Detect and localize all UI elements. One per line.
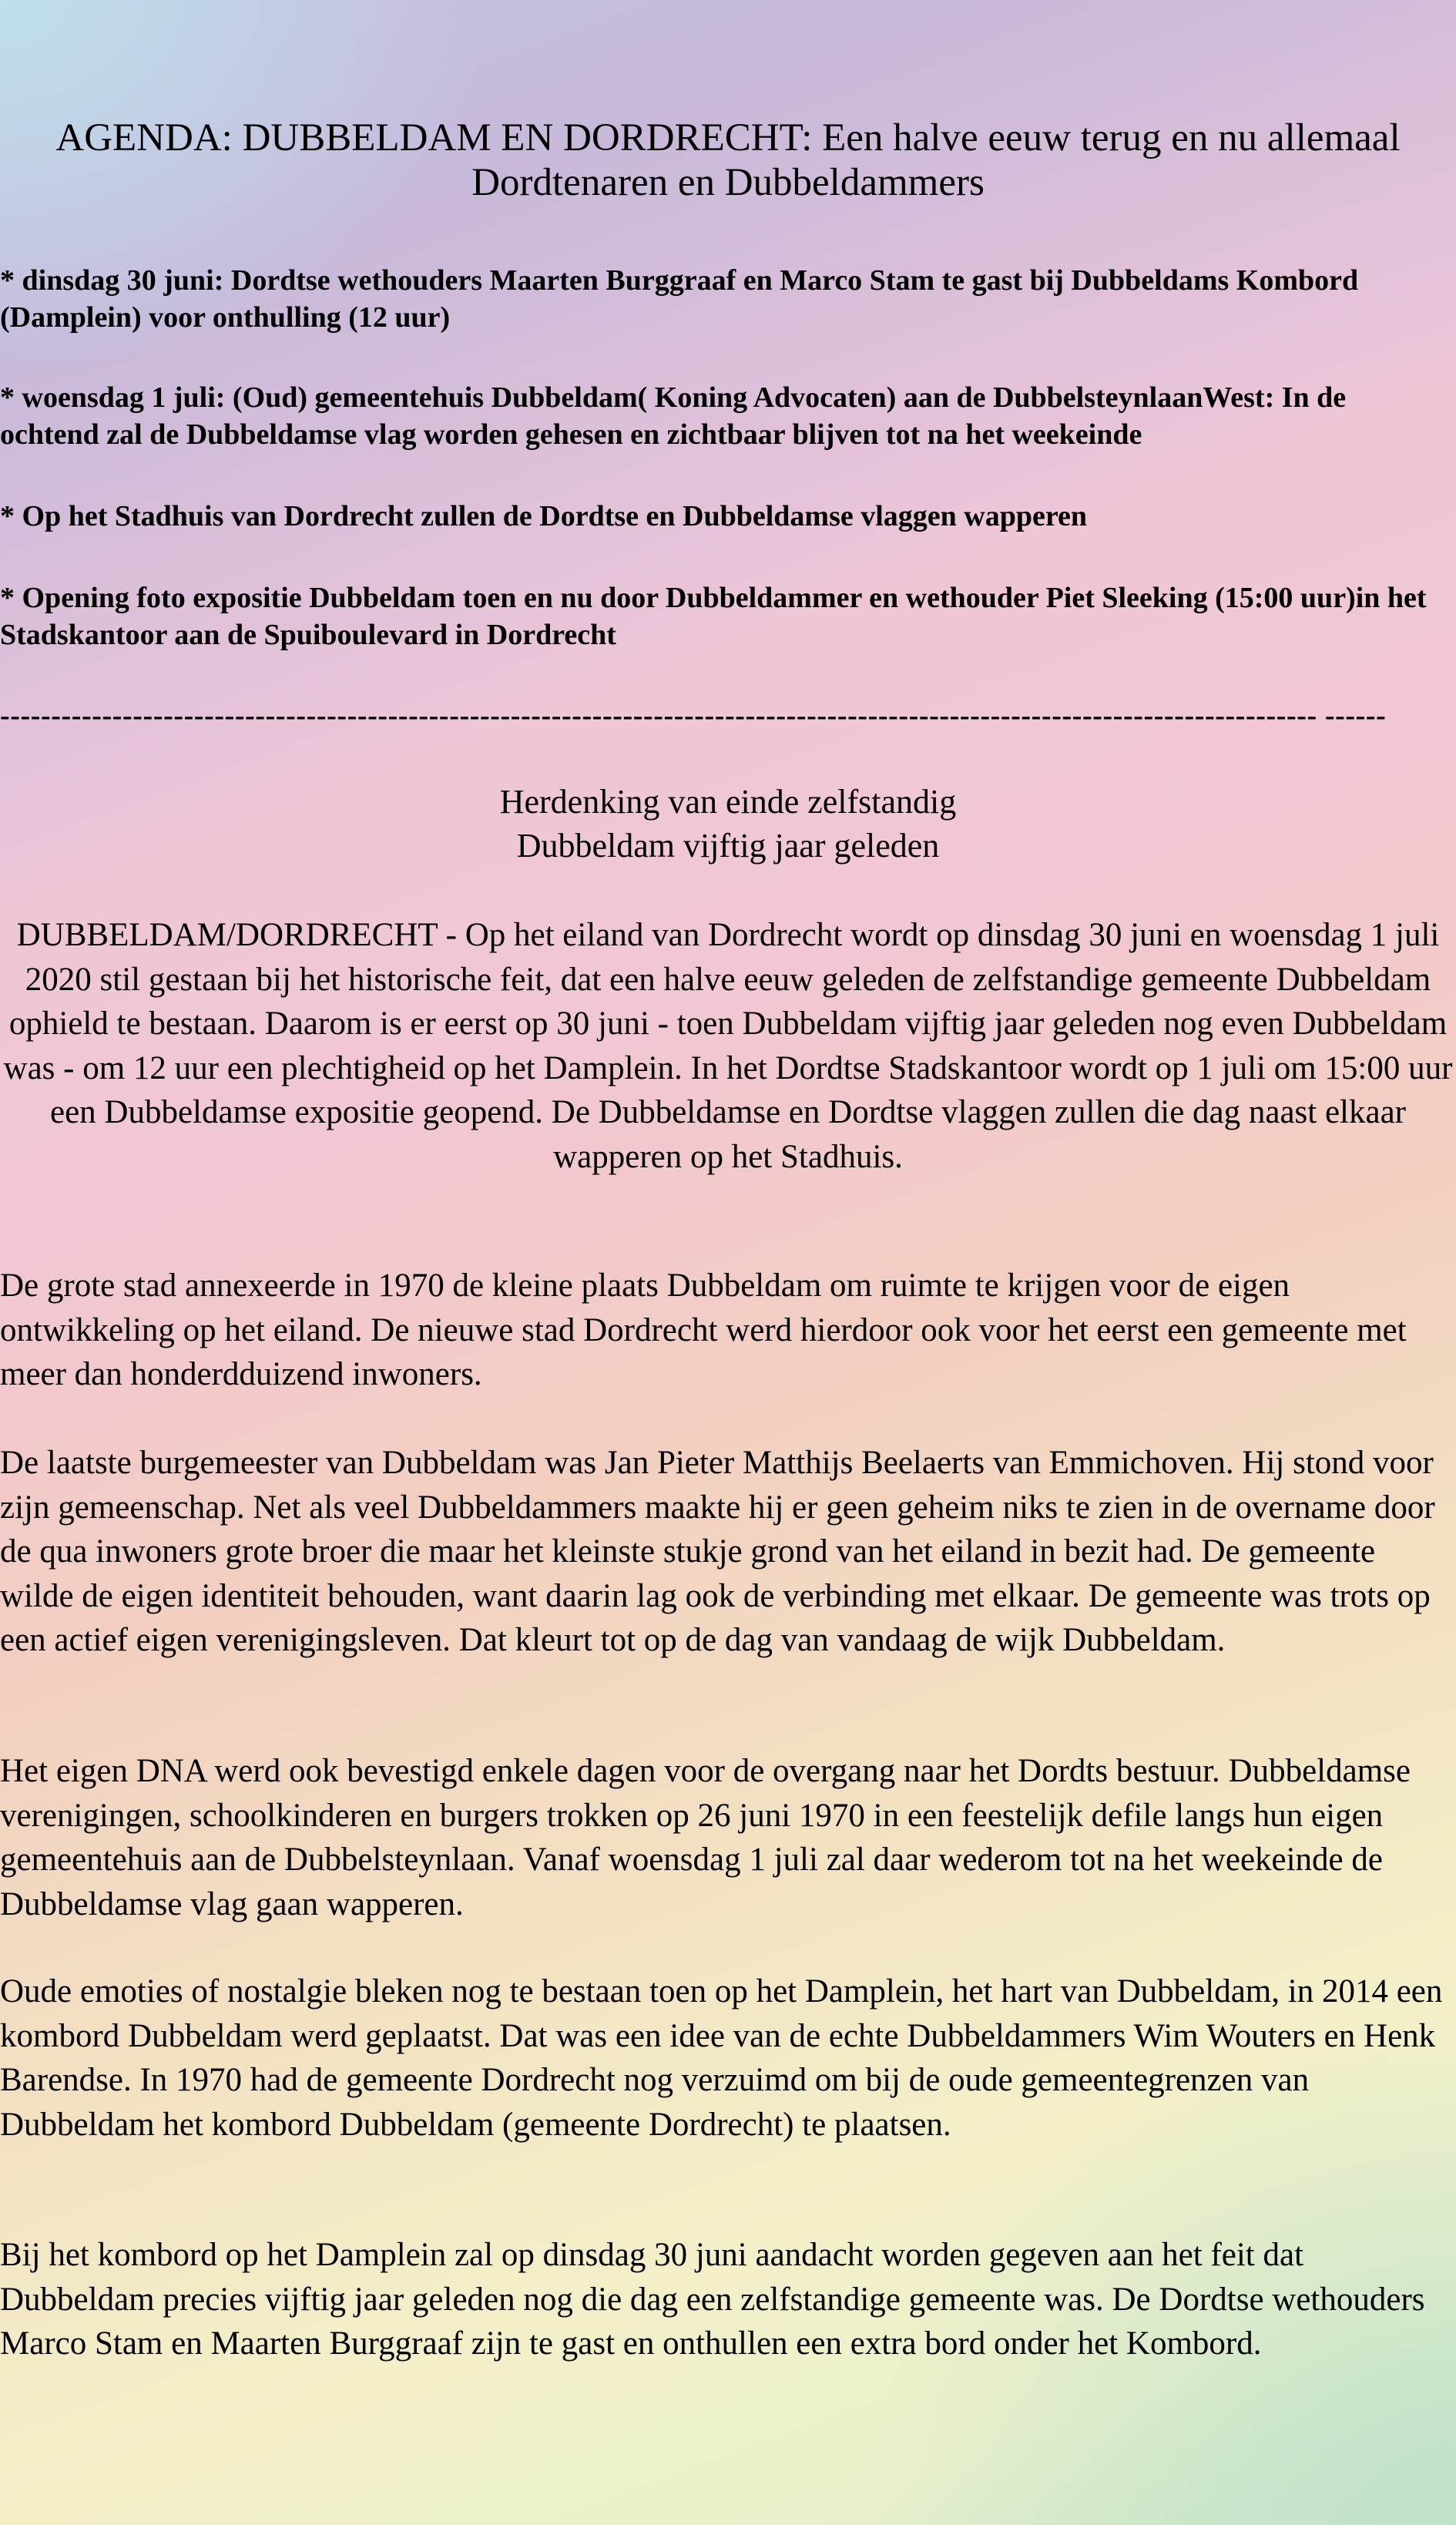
agenda-item: * woensdag 1 juli: (Oud) gemeentehuis Dubbeldam( Koning Advocaten) aan de DubbelsteynlaanWest: In de ochtend zal de Dubbeldamse vlag worden gehesen en zichtbaar blijven tot na het weekeinde xyxy=(0,381,1347,451)
article-heading xyxy=(0,780,1456,868)
article-paragraph: De grote stad annexeerde in 1970 de kleine plaats Dubbeldam om ruimte te krijgen voor de eigen ontwikkeling op het eiland. De nieuwe stad Dordrecht werd hierdoor ook voor het eerst een gemeente met meer dan honderdduizend inwoners. xyxy=(0,1268,1407,1392)
article-paragraph: Het eigen DNA werd ook bevestigd enkele dagen voor de overgang naar het Dordts bestuur. Dubbeldamse verenigingen, schoolkinderen en burgers trokken op 26 juni 1970 in een feestelijk defile langs hun eigen gemeentehuis aan de Dubbelsteynlaan. Vanaf woensdag 1 juli zal daar wederom tot na het weekeinde de Dubbeldamse vlag gaan wapperen. xyxy=(0,1753,1411,1922)
agenda-item: * Op het Stadhuis van Dordrecht zullen de Dordtse en Dubbeldamse vlaggen wapperen xyxy=(0,500,1088,532)
article-paragraph: De laatste burgemeester van Dubbeldam was Jan Pieter Matthijs Beelaerts van Emmichoven. Hij stond voor zijn gemeenschap. Net als veel Dubbeldammers maakte hij er geen geheim niks te zien in de overname door de qua inwoners grote broer die maar het kleinste stukje grond van het eiland in bezit had. De gemeente wilde de eigen identiteit behouden, want daarin lag ook de verbinding met elkaar. De gemeente was trots op een actief eigen verenigingsleven. Dat kleurt tot op de dag van vandaag de wijk Dubbeldam. xyxy=(0,1445,1435,1658)
agenda-item: * dinsdag 30 juni: Dordtse wethouders Maarten Burggraaf en Marco Stam te gast bij Dubbeldams Kombord (Damplein) voor onthulling (12 uur) xyxy=(0,264,1359,334)
article-paragraph: Bij het kombord op het Damplein zal op dinsdag 30 juni aandacht worden gegeven aan het feit dat Dubbeldam precies vijftig jaar geleden nog die dag een zelfstandige gemeente was. De Dordtse wethouders Marco Stam en Maarten Burggraaf zijn te gast en onthullen een extra bord onder het Kombord. xyxy=(0,2237,1425,2362)
article-lead: DUBBELDAM/DORDRECHT - Op het eiland van Dordrecht wordt op dinsdag 30 juni en woensdag 1 juli 2020 stil gestaan bij het historische feit, dat een halve eeuw geleden de zelfstandige gemeente Dubbeldam ophield te bestaan. Daarom is er eerst op 30 juni - toen Dubbeldam vijftig jaar geleden nog even Dubbeldam was - om 12 uur een plechtigheid op het Damplein. In het Dordtse Stadskantoor wordt op 1 juli om 15:00 uur een Dubbeldamse expositie geopend. De Dubbeldamse en Dordtse vlaggen zullen die dag naast elkaar wapperen op het Stadhuis. xyxy=(3,917,1453,1175)
article-paragraph: Oude emoties of nostalgie bleken nog te bestaan toen op het Damplein, het hart van Dubbeldam, in 2014 een kombord Dubbeldam werd geplaatst. Dat was een idee van de echte Dubbeldammers Wim Wouters en Henk Barendse. In 1970 had de gemeente Dordrecht nog verzuimd om bij de oude gemeentegrenzen van Dubbeldam het kombord Dubbeldam (gemeente Dordrecht) te plaatsen. xyxy=(0,1973,1443,2143)
article-heading-line: Dubbeldam vijftig jaar geleden xyxy=(516,827,940,865)
article-heading-line: Herdenking van einde zelfstandig xyxy=(499,783,957,821)
agenda-item: * Opening foto expositie Dubbeldam toen en nu door Dubbeldammer en wethouder Piet Sleeking (15:00 uur)in het Stadskantoor aan de Spuiboulevard in Dordrecht xyxy=(0,582,1427,651)
agenda-title: AGENDA: DUBBELDAM EN DORDRECHT: Een halve eeuw terug en nu allemaal Dordtenaren en Dubbeldammers xyxy=(55,116,1401,204)
section-divider: --------------------------------------------------------------------------------------------------------------------------------- ------ xyxy=(0,700,1387,732)
